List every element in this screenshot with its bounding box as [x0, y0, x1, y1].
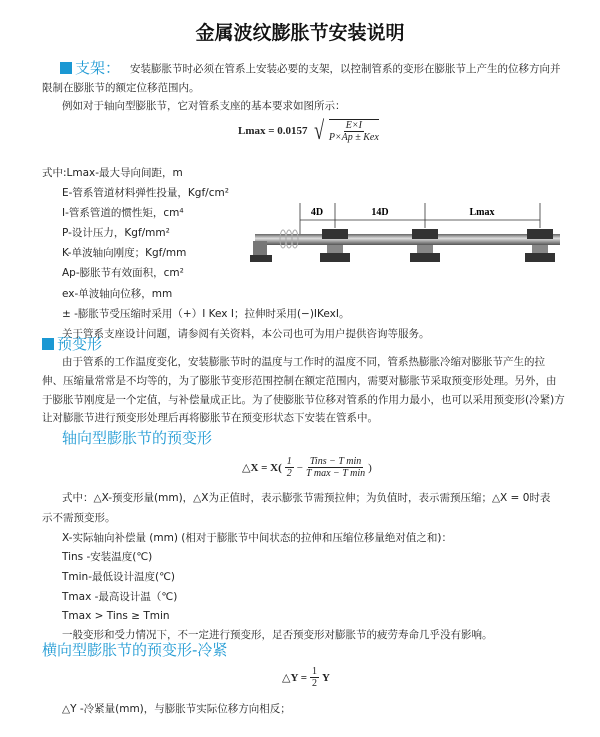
axial-def-2: 示不需预变形。: [42, 512, 116, 524]
axial-heading: 轴向型膨胀节的预变形: [62, 429, 213, 447]
support-diagram: [245, 198, 570, 278]
dim-lmax: Lmax: [469, 207, 495, 218]
support-example: 例如对于轴向型膨胀节，它对管系支座的基本要求如图所示：: [62, 100, 346, 112]
support-note: 关于管系支座设计问题，请参阅有关资料，本公司也可为用户提供咨询等服务。: [62, 328, 430, 340]
predeform-para-4: 让对膨胀节进行预变形处理后再将膨胀节在预变形状态下安装在管系中。: [42, 412, 378, 424]
lateral-formula: [282, 666, 330, 689]
half-denominator: 2: [286, 468, 292, 479]
square-bullet-icon: [60, 62, 72, 74]
axial-def-1: 式中：△X-预变形量(mm)，△X为正值时，表示膨张节需预拉伸；为负值时，表示需预压缩；△X = 0时表: [62, 492, 551, 504]
half-numerator: 1: [286, 456, 292, 467]
pipe: [255, 234, 560, 245]
support-intro-2: 限制在膨胀节的额定位移范围内。: [42, 82, 200, 94]
predeform-heading-text: 预变形: [57, 335, 103, 353]
def-ap: Ap-膨胀节有效面积，cm²: [62, 267, 184, 279]
support-heading: [60, 59, 120, 77]
predeform-para-3: 于膨胀节刚度是一个定值，与补偿量成正比。为了使膨胀节位移对管系的作用力最小，也可以采用预变形(冷紧)方: [42, 394, 565, 406]
predeform-para-1: 由于管系的工作温度变化，安装膨胀节时的温度与工作时的温度不同，管系热膨胀冷缩对膨胀节产生的拉: [62, 356, 545, 368]
def-lmax: 式中:Lmax-最大导向间距，m: [42, 167, 183, 179]
lmax-formula: Lmax = 0.0157 √ $\frac{E\times I}{\text{P×Ap ± Kex}}$: [238, 116, 379, 145]
formula-lhs: Lmax = 0.0157: [238, 125, 308, 137]
lateral-heading: 横向型膨胀节的预变形-冷紧: [42, 641, 228, 659]
lateral-def: △Y -冷紧量(mm)，与膨胀节实际位移方向相反；: [62, 703, 291, 715]
formula-numerator: E×I: [345, 120, 362, 131]
def-k: K-单波轴向刚度；Kgf/mm: [62, 247, 187, 259]
fixed-support: [253, 241, 267, 255]
lateral-lhs: △Y =: [282, 672, 308, 684]
axial-def-tins: Tins -安装温度(℃): [62, 551, 153, 563]
axial-def-ineq: Tmax > Tins ≥ Tmin: [62, 610, 170, 622]
lateral-numerator: 1: [312, 666, 318, 677]
predeform-heading: [42, 335, 102, 353]
def-ex: ex-单波轴向位移，mm: [62, 288, 173, 300]
def-i: I-管系管道的惯性矩，cm⁴: [62, 207, 184, 219]
temp-numerator: Tins − T min: [309, 456, 362, 467]
guide-supports: [320, 229, 555, 262]
axial-def-tmin: Tmin-最低设计温度(℃): [62, 571, 175, 583]
def-p: P-设计压力，Kgf/mm²: [62, 227, 170, 239]
dim-4d: 4D: [310, 207, 324, 218]
def-pm: ± -膨胀节受压缩时采用（+）I Kex I；拉伸时采用(−)IKexI。: [62, 308, 350, 320]
axial-def-note: 一般变形和受力情况下，不一定进行预变形，足否预变形对膨胀节的疲劳寿命几乎没有影响。: [62, 629, 493, 641]
temp-denominator: T max − T min: [306, 468, 366, 479]
axial-def-tmax: Tmax -最高设计温（℃): [62, 591, 178, 603]
lateral-denominator: 2: [312, 678, 318, 689]
dim-14d: 14D: [371, 207, 389, 218]
square-bullet-icon: [42, 338, 54, 350]
predeform-para-2: 伸、压缩量常常是不均等的，为了膨胀节变形范围控制在额定范围内，需要对膨胀节采取预变形处理。另外，由: [42, 375, 557, 387]
axial-formula-lhs: △X = X(: [242, 462, 282, 474]
axial-formula: [242, 456, 372, 479]
formula-denominator: P×Ap ± Kex: [328, 132, 379, 143]
axial-def-x: X-实际轴向补偿量 (mm) (相对于膨胀节中间状态的拉伸和压缩位移量绝对值之和)：: [62, 532, 452, 544]
support-heading-text: 支架：: [75, 59, 121, 77]
minus-sign: −: [296, 461, 303, 474]
def-e: E-管系管道材料弹性投量，Kgf/cm²: [62, 187, 229, 199]
close-paren: ): [368, 461, 372, 474]
support-intro-1: 安装膨胀节时必须在管系上安装必要的支架，以控制管系的变形在膨胀节上产生的位移方向并: [130, 63, 561, 75]
lateral-rhs: Y: [322, 671, 330, 684]
page-title: 金属波纹膨胀节安装说明: [195, 22, 405, 44]
